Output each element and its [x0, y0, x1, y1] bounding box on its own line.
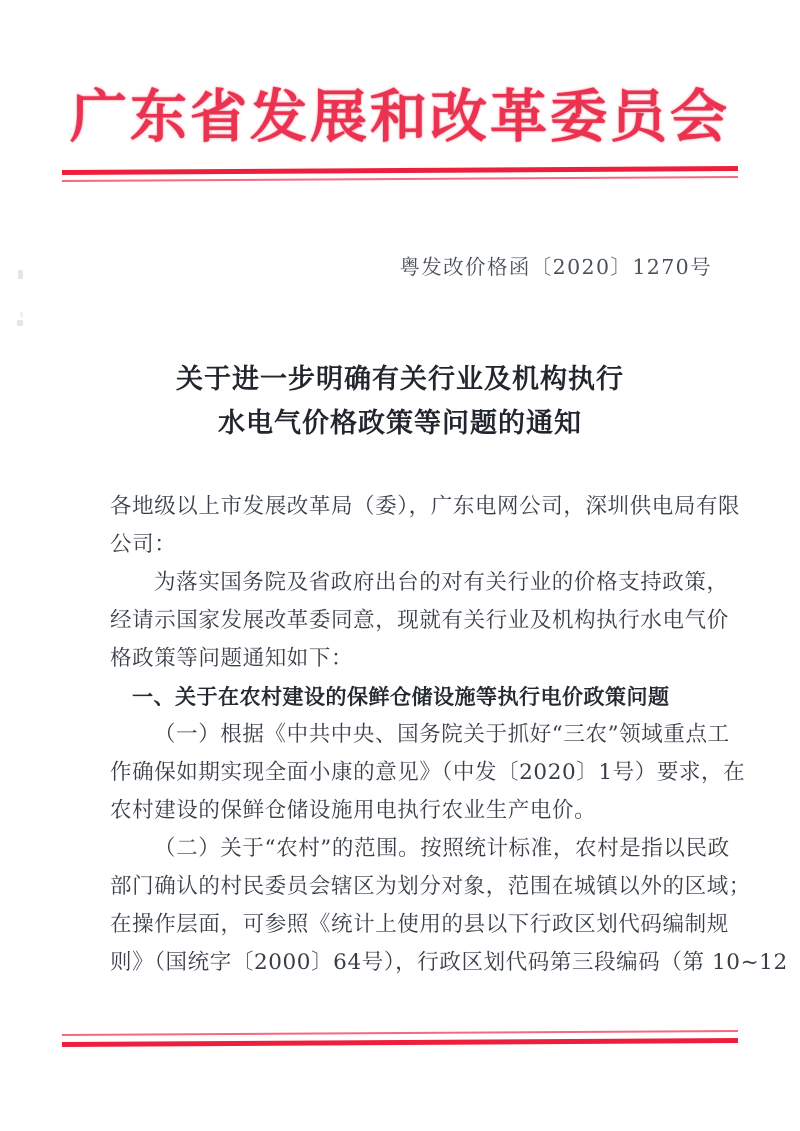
- item-one-line: 农村建设的保鲜仓储设施用电执行农业生产电价。: [110, 798, 597, 823]
- intro-paragraph: [110, 564, 729, 678]
- section-heading-one: 一、关于在农村建设的保鲜仓储设施等执行电价政策问题: [132, 685, 670, 709]
- item-one-line: 作确保如期实现全面小康的意见》（中发〔2020〕1号）要求，在: [110, 760, 746, 785]
- intro-line: 格政策等问题通知如下：: [110, 646, 354, 671]
- letterhead-issuing-authority: 广东省发展和改革委员会: [70, 83, 730, 150]
- rule-thin: [62, 1030, 738, 1036]
- scan-speck: [20, 312, 23, 317]
- document-title-line-1: 关于进一步明确有关行业及机构执行: [176, 364, 624, 395]
- document-body: [110, 488, 788, 982]
- rule-thick: [62, 1038, 738, 1047]
- item-two-line: 则》（国统字〔2000〕64号），行政区划代码第三段编码（第 10~12: [110, 950, 788, 975]
- letterhead-rule-top: [0, 168, 800, 194]
- item-one-line: （一）根据《中共中央、国务院关于抓好“三农”领域重点工: [154, 722, 730, 747]
- addressee-block: [110, 488, 741, 564]
- item-two-paragraph: [110, 830, 788, 982]
- rule-thin: [62, 176, 738, 182]
- item-two-line: （二）关于“农村”的范围。按照统计标准，农村是指以民政: [154, 836, 730, 861]
- footer-rule-bottom: [0, 1032, 800, 1058]
- addressee-line: 公司：: [110, 532, 177, 557]
- item-one-paragraph: [110, 716, 746, 830]
- rule-thick: [62, 166, 738, 175]
- document-title-line-2: 水电气价格政策等问题的通知: [218, 408, 582, 439]
- scan-speck: [17, 320, 23, 326]
- intro-line: 为落实国务院及省政府出台的对有关行业的价格支持政策，: [154, 570, 729, 595]
- item-two-line: 部门确认的村民委员会辖区为划分对象，范围在城镇以外的区域；: [110, 874, 751, 899]
- intro-line: 经请示国家发展改革委同意，现就有关行业及机构执行水电气价: [110, 608, 729, 633]
- document-serial-number: 粤发改价格函〔2020〕1270号: [399, 255, 712, 279]
- document-title: [0, 358, 800, 446]
- item-two-line: 在操作层面，可参照《统计上使用的县以下行政区划代码编制规: [110, 912, 729, 937]
- addressee-line: 各地级以上市发展改革局（委），广东电网公司，深圳供电局有限: [110, 494, 741, 519]
